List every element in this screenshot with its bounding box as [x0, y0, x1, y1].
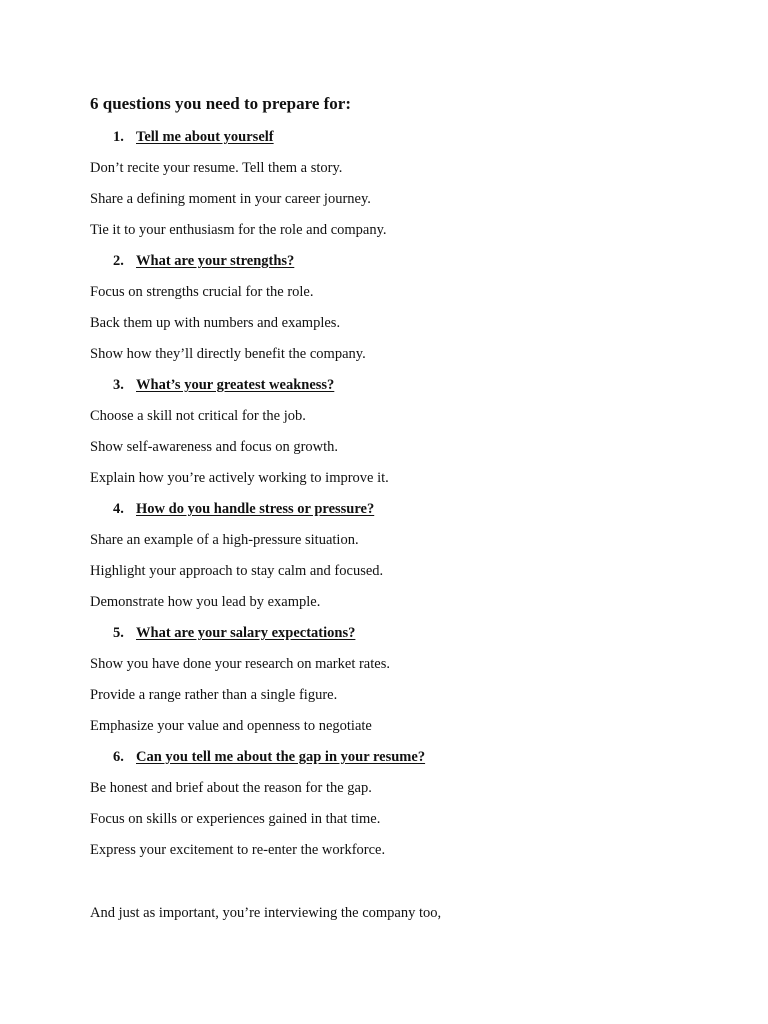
answer-point: Emphasize your value and openness to negotiate — [90, 718, 372, 734]
answer-point: Explain how you’re actively working to improve it. — [90, 470, 389, 486]
question-number: 1. — [113, 129, 124, 145]
question-number: 5. — [113, 625, 124, 641]
answer-point: Tie it to your enthusiasm for the role and company. — [90, 222, 387, 238]
answer-point: Share a defining moment in your career journey. — [90, 191, 371, 207]
answer-point: Be honest and brief about the reason for the gap. — [90, 780, 372, 796]
answer-point: Back them up with numbers and examples. — [90, 315, 341, 331]
question-number: 3. — [113, 377, 124, 393]
answer-point: Show how they’ll directly benefit the company. — [90, 346, 366, 362]
question-text: What are your salary expectations? — [136, 625, 356, 641]
answer-point: Express your excitement to re-enter the workforce. — [90, 842, 386, 858]
answer-point: Demonstrate how you lead by example. — [90, 594, 321, 610]
question-text: What are your strengths? — [136, 253, 295, 269]
question-number: 2. — [113, 253, 124, 269]
answer-point: Focus on strengths crucial for the role. — [90, 284, 314, 300]
question-number: 6. — [113, 749, 124, 765]
closing-paragraph: And just as important, you’re interviewing the company too, — [90, 905, 442, 921]
question-number: 4. — [113, 501, 124, 517]
question-text: Tell me about yourself — [136, 129, 274, 145]
answer-point: Show self-awareness and focus on growth. — [90, 439, 339, 455]
answer-point: Share an example of a high-pressure situation. — [90, 532, 359, 548]
answer-point: Don’t recite your resume. Tell them a story. — [90, 160, 343, 176]
answer-point: Focus on skills or experiences gained in that time. — [90, 811, 381, 827]
answer-point: Highlight your approach to stay calm and focused. — [90, 563, 384, 579]
question-text: Can you tell me about the gap in your resume? — [136, 749, 426, 765]
answer-point: Choose a skill not critical for the job. — [90, 408, 306, 424]
question-text: How do you handle stress or pressure? — [136, 501, 375, 517]
answer-point: Show you have done your research on market rates. — [90, 656, 390, 672]
question-text: What’s your greatest weakness? — [136, 377, 335, 393]
document-title: 6 questions you need to prepare for: — [90, 94, 351, 113]
answer-point: Provide a range rather than a single figure. — [90, 687, 338, 703]
